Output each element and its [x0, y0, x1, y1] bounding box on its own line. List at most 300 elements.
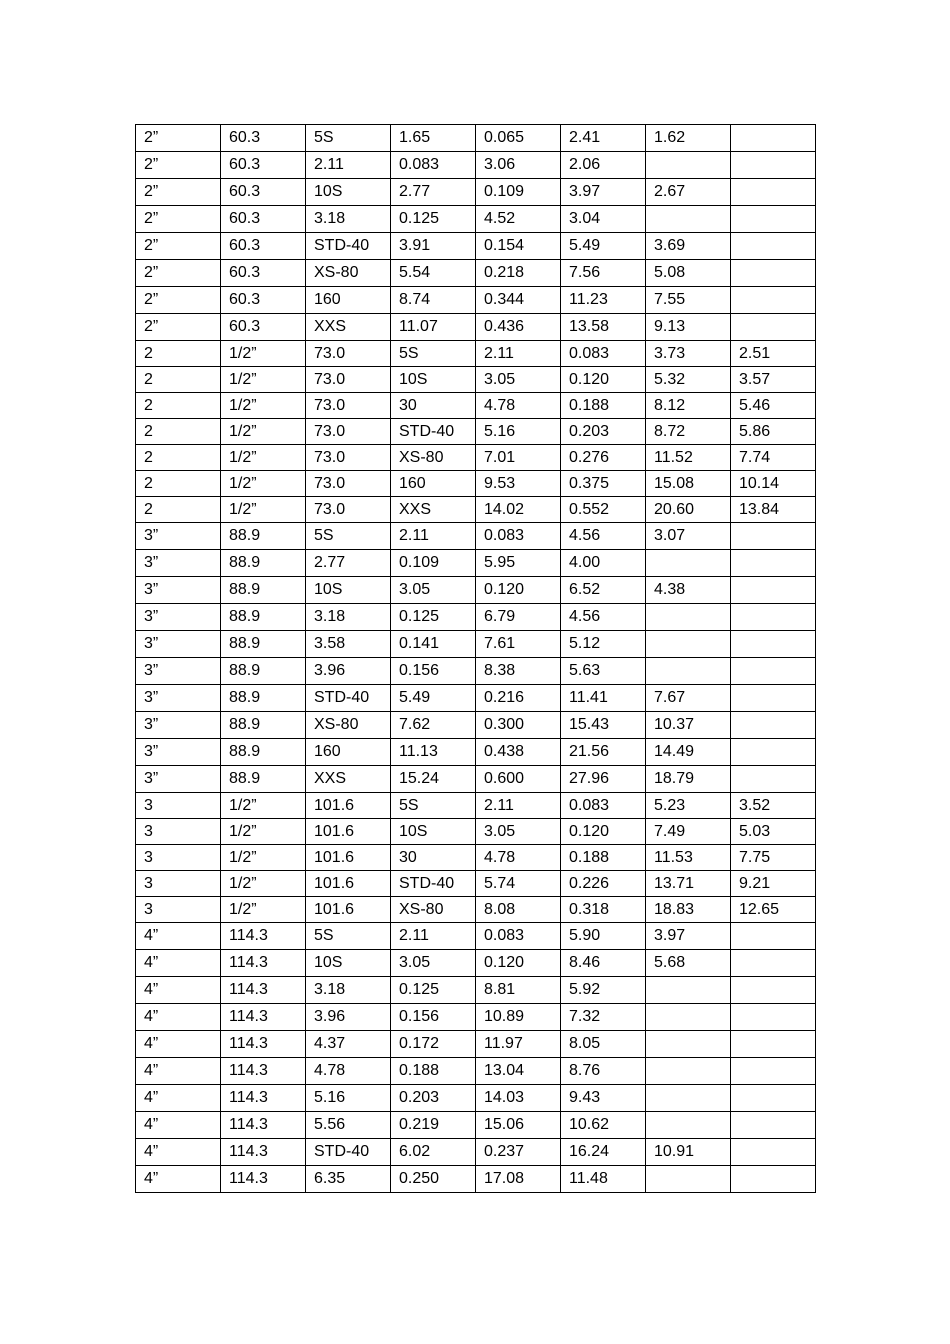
table-cell: 1/2”: [221, 793, 306, 819]
table-cell: 3”: [136, 685, 221, 712]
table-cell: [731, 658, 816, 685]
table-cell: 0.203: [391, 1085, 476, 1112]
table-cell: 0.436: [476, 314, 561, 341]
table-cell: 2: [136, 419, 221, 445]
table-cell: [731, 152, 816, 179]
table-cell: [731, 233, 816, 260]
table-cell: 11.41: [561, 685, 646, 712]
table-cell: 0.276: [561, 445, 646, 471]
table-cell: 5S: [391, 793, 476, 819]
table-cell: 3.58: [306, 631, 391, 658]
table-cell: 3”: [136, 523, 221, 550]
table-cell: 60.3: [221, 206, 306, 233]
table-cell: 6.79: [476, 604, 561, 631]
table-row: [136, 1031, 816, 1058]
table-cell: XS-80: [306, 260, 391, 287]
table-row: [136, 1004, 816, 1031]
table-cell: 1/2”: [221, 471, 306, 497]
table-cell: 5.68: [646, 950, 731, 977]
table-cell: [731, 604, 816, 631]
table-cell: 10.62: [561, 1112, 646, 1139]
table-cell: 5.23: [646, 793, 731, 819]
table-cell: 88.9: [221, 523, 306, 550]
table-cell: [731, 1139, 816, 1166]
table-cell: 11.52: [646, 445, 731, 471]
table-cell: [646, 631, 731, 658]
table-cell: 160: [306, 739, 391, 766]
table-cell: 114.3: [221, 923, 306, 950]
table-cell: 3: [136, 897, 221, 923]
table-cell: STD-40: [306, 685, 391, 712]
table-cell: 0.219: [391, 1112, 476, 1139]
table-cell: 2.11: [476, 793, 561, 819]
table-cell: [646, 550, 731, 577]
table-cell: [646, 1166, 731, 1193]
table-cell: 30: [391, 393, 476, 419]
table-cell: 3.06: [476, 152, 561, 179]
table-cell: 0.375: [561, 471, 646, 497]
table-cell: 114.3: [221, 1031, 306, 1058]
table-cell: [731, 950, 816, 977]
table-cell: [731, 260, 816, 287]
table-cell: 4”: [136, 1139, 221, 1166]
table-row: [136, 497, 816, 523]
table-cell: 0.125: [391, 977, 476, 1004]
table-cell: 8.38: [476, 658, 561, 685]
table-cell: 88.9: [221, 658, 306, 685]
table-cell: 5.16: [306, 1085, 391, 1112]
table-cell: 7.74: [731, 445, 816, 471]
table-cell: [646, 977, 731, 1004]
table-row: [136, 367, 816, 393]
table-row: [136, 897, 816, 923]
table-cell: 5.49: [391, 685, 476, 712]
table-row: [136, 766, 816, 793]
table-cell: [731, 523, 816, 550]
table-cell: 11.53: [646, 845, 731, 871]
table-cell: 1/2”: [221, 845, 306, 871]
table-cell: 88.9: [221, 739, 306, 766]
table-cell: 5S: [306, 125, 391, 152]
table-cell: 3.97: [561, 179, 646, 206]
table-cell: 1/2”: [221, 819, 306, 845]
table-cell: 13.58: [561, 314, 646, 341]
table-cell: 0.344: [476, 287, 561, 314]
table-cell: [731, 577, 816, 604]
table-cell: 5.56: [306, 1112, 391, 1139]
table-cell: 5.95: [476, 550, 561, 577]
table-row: [136, 1112, 816, 1139]
table-cell: 2.41: [561, 125, 646, 152]
table-cell: 114.3: [221, 1085, 306, 1112]
table-row: [136, 471, 816, 497]
table-cell: [731, 1166, 816, 1193]
table-cell: 4”: [136, 1058, 221, 1085]
table-cell: 5.12: [561, 631, 646, 658]
table-cell: 3”: [136, 766, 221, 793]
table-cell: 0.318: [561, 897, 646, 923]
table-cell: 5.03: [731, 819, 816, 845]
table-cell: 3.05: [391, 950, 476, 977]
table-cell: 0.109: [476, 179, 561, 206]
table-cell: [731, 1031, 816, 1058]
table-cell: 4”: [136, 977, 221, 1004]
table-cell: 0.188: [391, 1058, 476, 1085]
table-cell: [731, 977, 816, 1004]
table-cell: 3”: [136, 739, 221, 766]
table-row: [136, 523, 816, 550]
table-cell: 14.03: [476, 1085, 561, 1112]
table-cell: STD-40: [306, 1139, 391, 1166]
table-cell: 2”: [136, 233, 221, 260]
table-cell: 3.96: [306, 658, 391, 685]
table-cell: 2”: [136, 314, 221, 341]
table-cell: 5.16: [476, 419, 561, 445]
table-cell: 10.89: [476, 1004, 561, 1031]
table-cell: 4”: [136, 1004, 221, 1031]
table-cell: 2: [136, 341, 221, 367]
table-cell: STD-40: [306, 233, 391, 260]
table-cell: 5S: [391, 341, 476, 367]
table-row: [136, 1085, 816, 1112]
table-cell: 2: [136, 393, 221, 419]
table-cell: 9.43: [561, 1085, 646, 1112]
table-cell: [731, 739, 816, 766]
table-cell: 160: [306, 287, 391, 314]
table-cell: 0.120: [476, 950, 561, 977]
table-cell: 3”: [136, 604, 221, 631]
table-cell: 11.97: [476, 1031, 561, 1058]
table-cell: 3.69: [646, 233, 731, 260]
table-cell: [731, 287, 816, 314]
table-cell: 1/2”: [221, 393, 306, 419]
table-row: [136, 260, 816, 287]
table-cell: 60.3: [221, 152, 306, 179]
table-cell: [646, 1031, 731, 1058]
table-cell: 3.73: [646, 341, 731, 367]
table-cell: 0.083: [561, 793, 646, 819]
table-cell: 9.13: [646, 314, 731, 341]
table-cell: 15.08: [646, 471, 731, 497]
table-cell: 3.05: [476, 367, 561, 393]
table-cell: 8.05: [561, 1031, 646, 1058]
table-cell: 3: [136, 793, 221, 819]
table-cell: [646, 658, 731, 685]
table-cell: 1/2”: [221, 871, 306, 897]
table-cell: 2”: [136, 260, 221, 287]
table-cell: 101.6: [306, 871, 391, 897]
table-cell: 0.120: [561, 367, 646, 393]
table-cell: 73.0: [306, 419, 391, 445]
table-row: [136, 393, 816, 419]
table-row: [136, 445, 816, 471]
table-cell: 3”: [136, 712, 221, 739]
table-cell: 0.141: [391, 631, 476, 658]
table-cell: XXS: [306, 766, 391, 793]
table-cell: 15.06: [476, 1112, 561, 1139]
table-cell: 2.06: [561, 152, 646, 179]
table-cell: 0.552: [561, 497, 646, 523]
table-cell: 0.083: [476, 523, 561, 550]
table-cell: [731, 206, 816, 233]
table-cell: 8.72: [646, 419, 731, 445]
table-cell: 11.23: [561, 287, 646, 314]
table-cell: 4”: [136, 923, 221, 950]
table-row: [136, 341, 816, 367]
table-cell: 114.3: [221, 950, 306, 977]
table-cell: 0.120: [476, 577, 561, 604]
table-cell: 3.18: [306, 206, 391, 233]
table-cell: 1.65: [391, 125, 476, 152]
table-cell: 7.56: [561, 260, 646, 287]
table-cell: 0.600: [476, 766, 561, 793]
table-cell: 12.65: [731, 897, 816, 923]
table-cell: [731, 685, 816, 712]
table-cell: 0.216: [476, 685, 561, 712]
table-cell: [731, 1058, 816, 1085]
table-cell: 73.0: [306, 367, 391, 393]
table-cell: 88.9: [221, 685, 306, 712]
table-cell: 2.51: [731, 341, 816, 367]
table-cell: 73.0: [306, 471, 391, 497]
table-cell: 2.67: [646, 179, 731, 206]
table-cell: 4.38: [646, 577, 731, 604]
table-cell: 73.0: [306, 341, 391, 367]
table-cell: 2.11: [306, 152, 391, 179]
table-cell: 0.203: [561, 419, 646, 445]
table-cell: 73.0: [306, 393, 391, 419]
table-cell: 114.3: [221, 1112, 306, 1139]
table-cell: 4.52: [476, 206, 561, 233]
table-cell: 101.6: [306, 845, 391, 871]
table-cell: 3.04: [561, 206, 646, 233]
table-cell: 101.6: [306, 819, 391, 845]
table-cell: 4”: [136, 1031, 221, 1058]
table-row: [136, 923, 816, 950]
table-cell: 0.300: [476, 712, 561, 739]
table-cell: 4”: [136, 1085, 221, 1112]
table-cell: [646, 1004, 731, 1031]
table-cell: 60.3: [221, 233, 306, 260]
table-cell: 0.172: [391, 1031, 476, 1058]
table-cell: 1/2”: [221, 497, 306, 523]
table-cell: 0.156: [391, 658, 476, 685]
table-cell: 88.9: [221, 712, 306, 739]
table-row: [136, 604, 816, 631]
table-cell: 8.81: [476, 977, 561, 1004]
table-cell: [731, 314, 816, 341]
table-cell: 4.56: [561, 523, 646, 550]
table-cell: 9.53: [476, 471, 561, 497]
table-cell: 3.91: [391, 233, 476, 260]
table-cell: 3.18: [306, 604, 391, 631]
table-cell: 3: [136, 845, 221, 871]
table-cell: 10S: [306, 179, 391, 206]
table-cell: 114.3: [221, 977, 306, 1004]
table-cell: 114.3: [221, 1004, 306, 1031]
table-cell: 60.3: [221, 260, 306, 287]
table-cell: 10S: [391, 367, 476, 393]
table-cell: 0.188: [561, 845, 646, 871]
table-row: [136, 314, 816, 341]
table-row: [136, 977, 816, 1004]
table-cell: 3.18: [306, 977, 391, 1004]
table-cell: [731, 631, 816, 658]
table-cell: 101.6: [306, 897, 391, 923]
table-row: [136, 845, 816, 871]
table-cell: 15.43: [561, 712, 646, 739]
table-cell: 4”: [136, 1166, 221, 1193]
table-cell: 14.49: [646, 739, 731, 766]
table-cell: 1.62: [646, 125, 731, 152]
table-cell: 2”: [136, 179, 221, 206]
table-cell: 0.226: [561, 871, 646, 897]
table-cell: 11.07: [391, 314, 476, 341]
table-cell: [646, 1112, 731, 1139]
table-cell: 2: [136, 367, 221, 393]
table-cell: 27.96: [561, 766, 646, 793]
table-cell: 11.13: [391, 739, 476, 766]
table-cell: 88.9: [221, 604, 306, 631]
table-cell: 8.12: [646, 393, 731, 419]
table-cell: 2”: [136, 287, 221, 314]
table-cell: 4”: [136, 950, 221, 977]
table-cell: 13.84: [731, 497, 816, 523]
table-row: [136, 793, 816, 819]
table-cell: [731, 179, 816, 206]
table-cell: 10.14: [731, 471, 816, 497]
table-cell: 7.75: [731, 845, 816, 871]
table-cell: 2: [136, 445, 221, 471]
table-cell: XXS: [391, 497, 476, 523]
table-cell: XS-80: [391, 897, 476, 923]
table-cell: 5.08: [646, 260, 731, 287]
table-cell: 2”: [136, 206, 221, 233]
table-cell: 3.96: [306, 1004, 391, 1031]
table-cell: [731, 550, 816, 577]
table-cell: 114.3: [221, 1166, 306, 1193]
table-cell: [731, 1085, 816, 1112]
table-cell: 88.9: [221, 577, 306, 604]
table-cell: 7.32: [561, 1004, 646, 1031]
table-cell: 88.9: [221, 766, 306, 793]
table-cell: 3.52: [731, 793, 816, 819]
table-cell: 0.438: [476, 739, 561, 766]
table-cell: 10S: [306, 950, 391, 977]
table-row: [136, 419, 816, 445]
table-cell: 8.46: [561, 950, 646, 977]
table-cell: 3: [136, 871, 221, 897]
table-cell: 0.237: [476, 1139, 561, 1166]
table-cell: 5.86: [731, 419, 816, 445]
table-cell: 5.90: [561, 923, 646, 950]
table-row: [136, 871, 816, 897]
table-cell: 2.11: [391, 523, 476, 550]
pipe-dimension-table: [135, 124, 816, 1193]
table-row: [136, 712, 816, 739]
table-cell: STD-40: [391, 419, 476, 445]
table-cell: 2.77: [391, 179, 476, 206]
table-cell: 0.125: [391, 206, 476, 233]
table-cell: 3.97: [646, 923, 731, 950]
table-cell: 8.74: [391, 287, 476, 314]
table-cell: 5.32: [646, 367, 731, 393]
table-cell: 18.79: [646, 766, 731, 793]
table-cell: 4.37: [306, 1031, 391, 1058]
table-cell: 0.083: [391, 152, 476, 179]
table-cell: 2.11: [391, 923, 476, 950]
table-cell: [646, 1085, 731, 1112]
table-cell: 2.77: [306, 550, 391, 577]
table-cell: 7.55: [646, 287, 731, 314]
table-cell: 4.00: [561, 550, 646, 577]
table-row: [136, 1166, 816, 1193]
table-cell: 4”: [136, 1112, 221, 1139]
table-row: [136, 819, 816, 845]
table-cell: 2: [136, 471, 221, 497]
table-row: [136, 152, 816, 179]
table-cell: 0.109: [391, 550, 476, 577]
table-cell: 3: [136, 819, 221, 845]
table-cell: 3.05: [476, 819, 561, 845]
table-cell: 3.57: [731, 367, 816, 393]
table-cell: 0.083: [476, 923, 561, 950]
table-cell: 21.56: [561, 739, 646, 766]
table-cell: 15.24: [391, 766, 476, 793]
table-cell: 10.91: [646, 1139, 731, 1166]
table-cell: 0.125: [391, 604, 476, 631]
table-cell: XS-80: [391, 445, 476, 471]
table-row: [136, 550, 816, 577]
table-cell: XS-80: [306, 712, 391, 739]
table-cell: [646, 152, 731, 179]
table-cell: 88.9: [221, 550, 306, 577]
table-cell: STD-40: [391, 871, 476, 897]
table-cell: 3”: [136, 658, 221, 685]
table-cell: 60.3: [221, 314, 306, 341]
table-cell: 10.37: [646, 712, 731, 739]
table-cell: [731, 1004, 816, 1031]
table-cell: 10S: [306, 577, 391, 604]
table-cell: 0.218: [476, 260, 561, 287]
table-cell: [731, 125, 816, 152]
table-cell: 60.3: [221, 179, 306, 206]
table-cell: 5.49: [561, 233, 646, 260]
table-row: [136, 577, 816, 604]
table-cell: 13.71: [646, 871, 731, 897]
table-cell: 7.49: [646, 819, 731, 845]
table-cell: 0.188: [561, 393, 646, 419]
table-cell: 4.78: [476, 393, 561, 419]
table-cell: 1/2”: [221, 367, 306, 393]
table-cell: 5.63: [561, 658, 646, 685]
table-cell: 160: [391, 471, 476, 497]
table-row: [136, 1058, 816, 1085]
table-row: [136, 950, 816, 977]
table-cell: 10S: [391, 819, 476, 845]
table-cell: 88.9: [221, 631, 306, 658]
table-cell: 4.78: [306, 1058, 391, 1085]
table-cell: 114.3: [221, 1058, 306, 1085]
table-cell: 0.156: [391, 1004, 476, 1031]
table-cell: [646, 1058, 731, 1085]
table-cell: 2: [136, 497, 221, 523]
table-cell: 5.54: [391, 260, 476, 287]
table-cell: 4.78: [476, 845, 561, 871]
table-cell: 3”: [136, 577, 221, 604]
table-cell: 0.120: [561, 819, 646, 845]
table-row: [136, 685, 816, 712]
